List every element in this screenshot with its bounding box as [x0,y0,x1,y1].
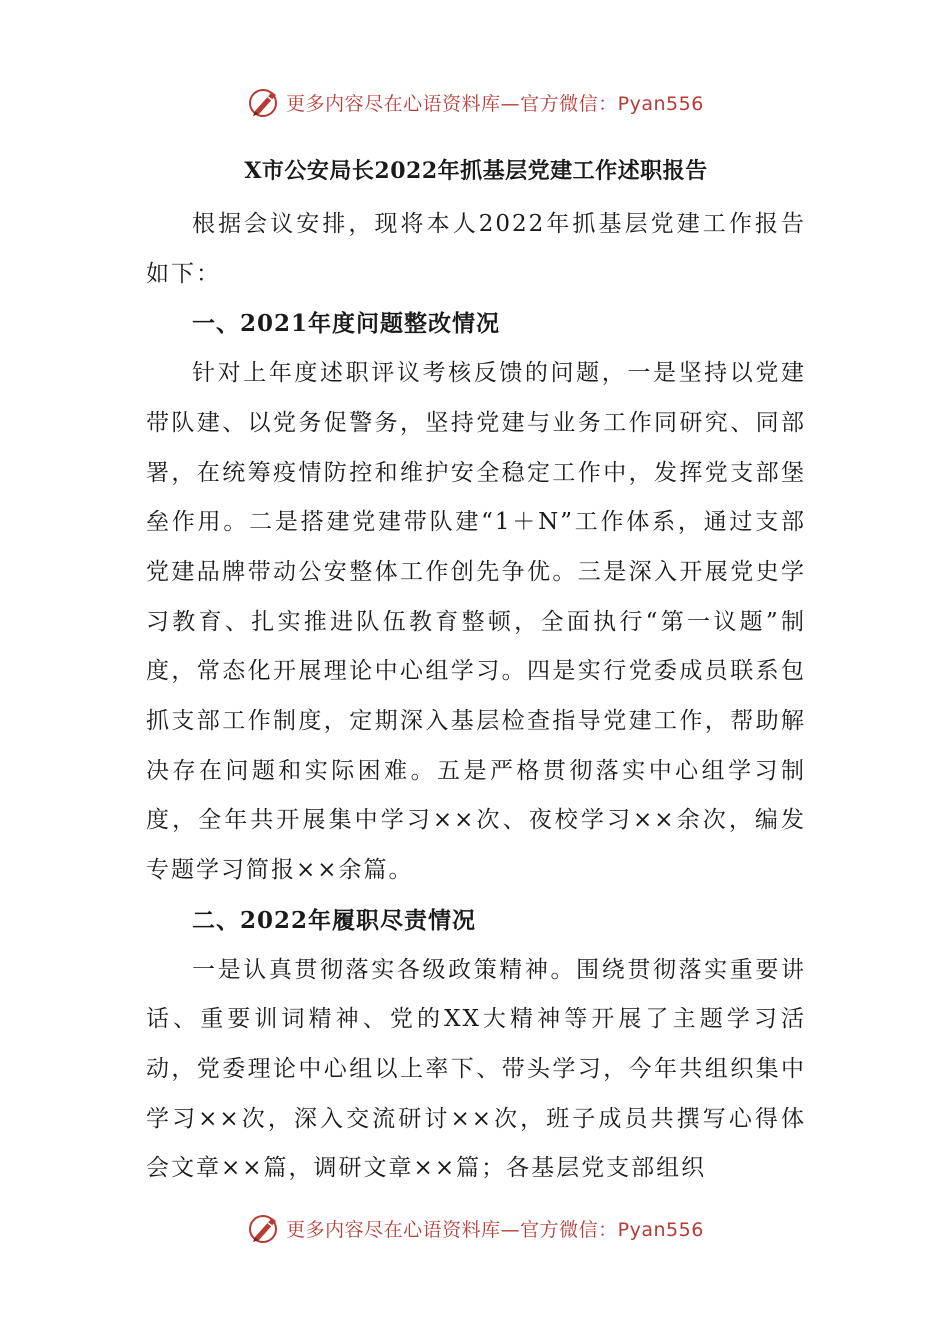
pen-logo-icon [246,1210,282,1246]
watermark-text: 更多内容尽在心语资料库—官方微信：Pyan556 [286,1218,704,1241]
document-title: X市公安局长2022年抓基层党建工作述职报告 [244,158,708,184]
section-2-heading: 二、2022年履职尽责情况 [192,906,477,934]
watermark-text: 更多内容尽在心语资料库—官方微信：Pyan556 [286,92,704,115]
pen-logo-icon [246,84,282,120]
document-page [146,152,806,1194]
watermark-banner-bottom [0,1208,950,1248]
section-1-heading: 一、2021年度问题整改情况 [192,310,501,338]
section-1-body: 针对上年度述职评议考核反馈的问题，一是坚持以党建带队建、以党务促警务，坚持党建与业务工作同研究、同部署，在统筹疫情防控和维护安全稳定工作中，发挥党支部堡垒作用。二是搭建党建带队建“1＋N”工作体系，通过支部党建品牌带动公安整体工作创先争优。三是深入开展党史学习教育、扎实推进队伍教育整顿，全面执行“第一议题”制度，常态化开展理论中心组学习。四是实行党委成员联系包抓支部工作制度，定期深入基层检查指导党建工作，帮助解决存在问题和实际困难。五是严格贯彻落实中心组学习制度，全年共开展集中学习××次、夜校学习××余次，编发专题学习简报××余篇。 [146,360,806,884]
watermark-banner-top [0,82,950,122]
intro-paragraph: 根据会议安排，现将本人2022年抓基层党建工作报告如下： [146,211,806,287]
section-2-body: 一是认真贯彻落实各级政策精神。围绕贯彻落实重要讲话、重要训词精神、党的XX大精神等开展了主题学习活动，党委理论中心组以上率下、带头学习，今年共组织集中学习××次，深入交流研讨××次，班子成员共撰写心得体会文章××篇，调研文章××篇；各基层党支部组织 [146,956,806,1182]
